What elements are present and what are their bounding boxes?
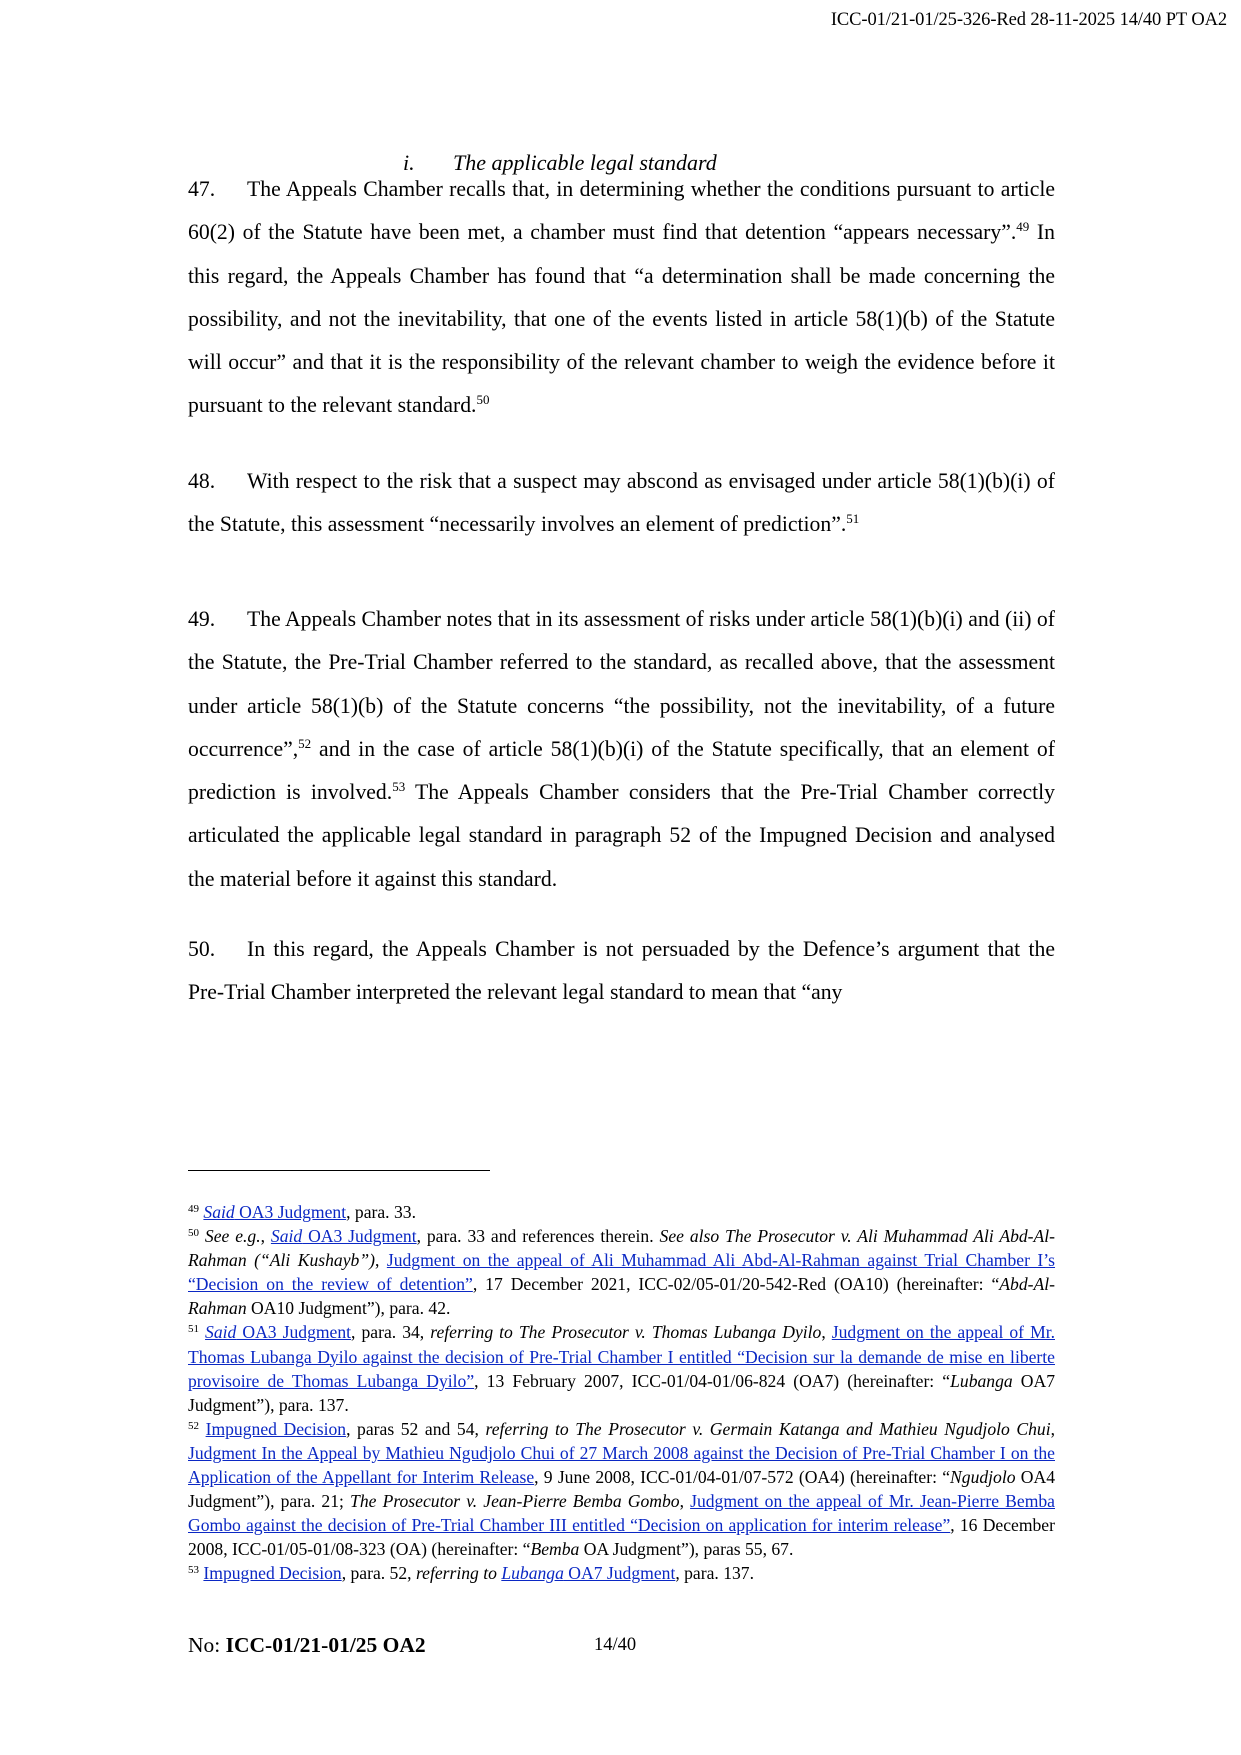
footnote-52: $^{52}$ Impugned Decision, paras 52 and 54, referring to The Prosecutor v. Germain Katanga and Mathieu Ngudjolo Chui, Judgment In the Appeal by Mathieu Ngudjolo Chui of 27 March 2008 against the Decision of Pre-Trial Chamber I on the Application of the Appellant for Interim Release, 9 June 2008, ICC-01/04-01/07-572 (OA4) (hereinafter: “Ngudjolo OA4 Judgment”), para. 21; The Prosecutor v. Jean-Pierre Bemba Gombo, Judgment on the appeal of Mr. Jean-Pierre Bemba Gombo against the decision of Pre-Trial Chamber III entitled “Decision on application for interim release”, 16 December 2008, ICC-01/05-01/08-323 (OA) (hereinafter: “Bemba OA Judgment”), paras 55, 67.	[188, 1418, 1056, 1560]
abd-al-rahman-judgment-link[interactable]: Judgment on the appeal of Ali Muhammad Ali Abd-Al-Rahman against Trial Chamber I’s “Decision on the review of detention”	[188, 1250, 1056, 1295]
footnote-separator	[188, 1170, 490, 1171]
page-footer	[188, 1633, 426, 1658]
paragraph-49: 49. The Appeals Chamber notes that in its assessment of risks under article 58(1)(b)(i) and (ii) of the Statute, the Pre-Trial Chamber referred to the standard, as recalled above, that the assessment under article 58(1)(b) of the Statute concerns “the possibility, not the inevitability, of a future occurrence”,$^{52}$ and in the case of article 58(1)(b)(i) of the Statute specifically, that an element of prediction is involved.$^{53}$ The Appeals Chamber considers that the Pre-Trial Chamber correctly articulated the applicable legal standard in paragraph 52 of the Impugned Decision and analysed the material before it against this standard.	[188, 598, 1055, 901]
ngudjolo-judgment-link[interactable]: Judgment In the Appeal by Mathieu Ngudjolo Chui of 27 March 2008 against the Decision of Pre-Trial Chamber I on the Application of the Appellant for Interim Release	[188, 1442, 1055, 1488]
footnote-51: $^{51}$ Said OA3 Judgment, para. 34, referring to The Prosecutor v. Thomas Lubanga Dyilo, Judgment on the appeal of Mr. Thomas Lubanga Dyilo against the decision of Pre-Trial Chamber I entitled “Decision sur la demande de mise en liberte provisoire de Thomas Lubanga Dyilo”, 13 February 2007, ICC-01/04-01/06-824 (OA7) (hereinafter: “Lubanga OA7 Judgment”), para. 137.	[188, 1322, 1055, 1415]
lubanga-judgment-link[interactable]: Judgment on the appeal of Mr. Thomas Lubanga Dyilo against the decision of Pre-Trial Chamber I entitled “Decision sur la demande de mise en liberte provisoire de Thomas Lubanga Dyilo”	[188, 1322, 1055, 1391]
paragraph-number: 49.	[188, 607, 216, 631]
footer-label: No:	[188, 1633, 226, 1657]
impugned-decision-link[interactable]: Impugned Decision	[203, 1563, 342, 1584]
footnote-50: $^{50}$ See e.g., Said OA3 Judgment, para. 33 and references therein. See also The Prosecutor v. Ali Muhammad Ali Abd-Al-Rahman (“Ali Kushayb”), Judgment on the appeal of Ali Muhammad Ali Abd-Al-Rahman against Trial Chamber I’s “Decision on the review of detention”, 17 December 2021, ICC-02/05-01/20-542-Red (OA10) (hereinafter: “Abd-Al-Rahman OA10 Judgment”), para. 42.	[188, 1226, 1056, 1319]
footnote-ref-50[interactable]: 50	[476, 392, 490, 408]
said-oa3-judgment-link[interactable]: Said OA3 Judgment	[205, 1322, 352, 1343]
footnote-ref-52[interactable]: 52	[298, 735, 312, 751]
footnote-ref-51[interactable]: 51	[846, 511, 860, 527]
footnote-49: $^{49}$ Said OA3 Judgment, para. 33.	[188, 1202, 416, 1222]
page-number: 14/40	[594, 1635, 637, 1655]
section-number: i.	[403, 150, 415, 175]
paragraph-47: 47. The Appeals Chamber recalls that, in determining whether the conditions pursuant to article 60(2) of the Statute have been met, a chamber must find that detention “appears necessary”.$^{49}$ In this regard, the Appeals Chamber has found that “a determination shall be made concerning the possibility, and not the inevitability, that one of the events listed in article 58(1)(b) of the Statute will occur” and that it is the responsibility of the relevant chamber to weigh the evidence before it pursuant to the relevant standard.$^{50}$	[188, 168, 1055, 428]
footnotes	[188, 1200, 1055, 1586]
case-number: ICC-01/21-01/25 OA2	[225, 1633, 426, 1657]
document-reference-header: ICC-01/21-01/25-326-Red 28-11-2025 14/40 PT OA2	[830, 10, 1227, 30]
footnote-53: $^{53}$ Impugned Decision, para. 52, referring to Lubanga OA7 Judgment, para. 137.	[188, 1563, 754, 1584]
paragraph-number: 47.	[188, 177, 216, 201]
bemba-judgment-link[interactable]: Judgment on the appeal of Mr. Jean-Pierre Bemba Gombo against the decision of Pre-Trial Chamber III entitled “Decision on application for interim release”	[188, 1491, 1055, 1536]
paragraph-number: 48.	[188, 469, 216, 493]
said-oa3-judgment-link[interactable]: Said OA3 Judgment	[203, 1202, 347, 1222]
footnote-ref-49[interactable]: 49	[1016, 219, 1030, 235]
footnote-ref-53[interactable]: 53	[392, 779, 406, 795]
lubanga-oa7-judgment-link[interactable]: Lubanga OA7 Judgment	[501, 1563, 676, 1584]
paragraph-50: 50. In this regard, the Appeals Chamber is not persuaded by the Defence’s argument that the Pre-Trial Chamber interpreted the relevant legal standard to mean that “any	[188, 928, 1055, 1015]
said-oa3-judgment-link[interactable]: Said OA3 Judgment	[270, 1226, 417, 1247]
paragraph-number: 50.	[188, 937, 216, 961]
paragraph-48: 48. With respect to the risk that a suspect may abscond as envisaged under article 58(1)(b)(i) of the Statute, this assessment “necessarily involves an element of prediction”.$^{51}$	[188, 460, 1055, 547]
section-title: The applicable legal standard	[453, 150, 717, 175]
impugned-decision-link[interactable]: Impugned Decision	[205, 1418, 347, 1439]
